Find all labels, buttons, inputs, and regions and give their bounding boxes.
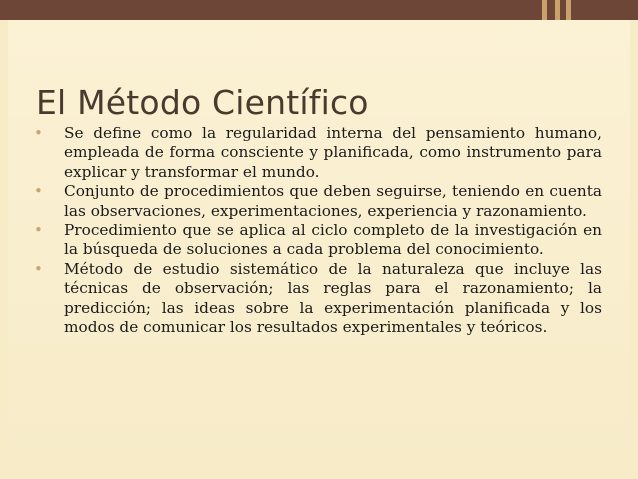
- top-bar-stripe: [566, 0, 571, 20]
- bullet-item: • Conjunto de procedimientos que deben seguirse, teniendo en cuenta las observaciones, experimentaciones, experiencia y razonamiento.: [34, 182, 602, 221]
- bullet-list: [34, 124, 602, 337]
- top-bar-stripe: [555, 0, 560, 20]
- slide-title: El Método Científico: [36, 83, 369, 122]
- bullet-item: • Procedimiento que se aplica al ciclo completo de la investigación en la búsqueda de soluciones a cada problema del conocimiento.: [34, 221, 602, 260]
- top-bar: [0, 0, 638, 20]
- bullet-item: • Método de estudio sistemático de la naturaleza que incluye las técnicas de observación; las reglas para el razonamiento; la predicción; las ideas sobre la experimentación planificada y los modos de comunicar los resultados experimentales y teóricos.: [34, 260, 602, 338]
- top-bar-stripe: [542, 0, 547, 20]
- bullet-item: • Se define como la regularidad interna del pensamiento humano, empleada de forma consciente y planificada, como instrumento para explicar y transformar el mundo.: [34, 124, 602, 182]
